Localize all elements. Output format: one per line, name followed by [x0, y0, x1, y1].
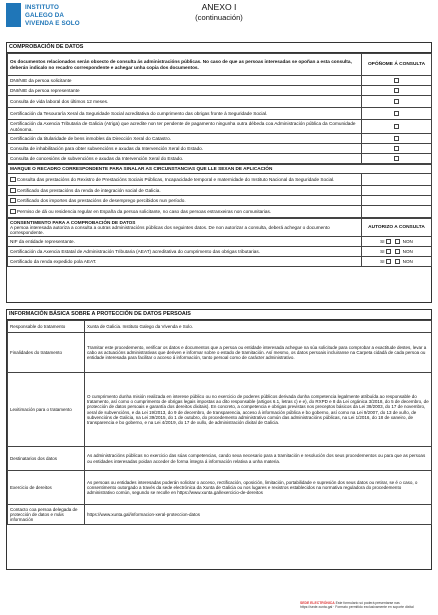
consent-row-label: Certificación da Axencia Estatal de Administración Tributaria (AEAT) acreditativa do cumprimento das obrigas tributarias.	[8, 247, 362, 257]
consent-row-label: NIF da entidade representante.	[8, 237, 362, 247]
data-protection-section	[6, 309, 432, 570]
yes-label: SI	[380, 248, 385, 254]
authorize-header: AUTORIZO A CONSULTA	[362, 219, 432, 237]
yes-checkbox[interactable]	[386, 239, 392, 245]
dp-label: Lexitimación para o tratamento	[8, 373, 85, 447]
circumstance-checkbox[interactable]	[10, 209, 16, 215]
verification-table	[7, 53, 432, 164]
verification-row-label: DNI/NIE da persoa representante	[8, 86, 362, 96]
yes-checkbox[interactable]	[386, 249, 392, 255]
verification-row-label: Consulta de concesións de subvencións e axudas da Intervención Xeral do Estado.	[8, 154, 362, 164]
header	[6, 3, 432, 43]
oppose-checkbox[interactable]	[394, 156, 400, 162]
consent-title: CONSENTIMENTO PARA A COMPROBACIÓN DE DATOS	[10, 219, 136, 225]
verification-row-label: Certificación da titularidade de bens inmobles da Dirección Xeral do Catastro.	[8, 134, 362, 144]
no-label: NON	[402, 238, 413, 244]
dp-label: Destinatarios dos datos	[8, 447, 85, 471]
no-checkbox[interactable]	[395, 259, 401, 265]
circumstance-checkbox[interactable]	[10, 188, 16, 194]
dp-label: Exercicio de dereitos	[8, 471, 85, 505]
consent-intro	[8, 219, 362, 237]
dp-text: As administracións públicas no exercicio das súas competencias, cando sexa necesario para a tramitación e resolución dos seus procedementos ou para que as persoas ou entidades interesadas poidan acceder de forma íntegra á información relativa a unha materia.	[85, 447, 432, 471]
consent-row-label: Certificado da renda expedido pola AEAT.	[8, 257, 362, 267]
yes-label: SI	[380, 238, 385, 244]
consent-table	[7, 218, 432, 267]
data-protection-title: INFORMACIÓN BÁSICA SOBRE A PROTECCIÓN DE DATOS PERSOAIS	[7, 310, 431, 320]
circumstances-table	[7, 164, 432, 218]
verification-title: COMPROBACIÓN DE DATOS	[7, 43, 431, 53]
no-label: NON	[402, 248, 413, 254]
oppose-checkbox[interactable]	[394, 124, 400, 130]
oppose-header: OPÓÑOME Á CONSULTA	[362, 54, 432, 76]
oppose-checkbox[interactable]	[394, 88, 400, 94]
dp-label: Contacto coa persoa delegada de protección de datos e máis información	[8, 505, 85, 525]
dp-label: Finalidades do tratamento	[8, 333, 85, 373]
dp-text: Tramitar este procedemento, verificar os datos e documentos que a persoa ou entidade interesada achegue na súa solicitude para comprobar a exactitude destes, levar a cabo as actuacións administrativas que deriven e informar sobre o estado de tramitación. Así mesmo, os datos persoais incluiranse na Carpeta cidadá de cada persoa ou entidade interesada para facilitar o acceso á información, tanto persoal como de carácter administrativo.	[85, 333, 432, 373]
verification-row-label: DNI/NIE da persoa solicitante	[8, 76, 362, 86]
verification-row-label: Consulta de vida laboral dos últimos 12 meses.	[8, 96, 362, 108]
sede-electronica-label: SEDE ELECTRÓNICA	[300, 601, 335, 605]
dp-link[interactable]: https://www.xunta.gal/informacion-xeral-proteccion-datos	[85, 505, 432, 525]
circumstance-label: Certificado das prestacións da renda de integración social de Galicia.	[16, 187, 161, 193]
annex-title: ANEXO I	[201, 2, 237, 12]
verification-row-label: Certificación da Tesouraría Xeral da Seguridade Social acreditativa do cumprimento das obrigas fronte á Seguridade Social.	[8, 108, 362, 120]
logo-line-1: INSTITUTO	[25, 4, 60, 11]
xunta-logo-icon	[6, 3, 21, 27]
circumstance-row	[8, 174, 362, 186]
yes-label: SI	[380, 258, 385, 264]
no-label: NON	[402, 258, 413, 264]
no-checkbox[interactable]	[395, 249, 401, 255]
verification-row-label: Consulta de inhabilitación para obter subvencións e axudas da Intervención Xeral do Estado.	[8, 144, 362, 154]
oppose-checkbox[interactable]	[394, 99, 400, 105]
circumstance-label: Certificado dos importes das prestacións de desemprego percibidos nun período.	[16, 197, 186, 203]
logo-line-3: VIVENDA E SOLO	[25, 19, 80, 27]
annex-subtitle: (continuación)	[195, 13, 243, 22]
circumstance-label: Permiso de dá ou residencia regular en España da persoa solicitante, no caso das persoas estranxeiras non comunitarias.	[16, 208, 272, 214]
verification-section	[6, 42, 432, 303]
footer	[300, 601, 432, 609]
oppose-checkbox[interactable]	[394, 146, 400, 152]
circumstance-row	[8, 196, 362, 206]
dp-text: As persoas ou entidades interesadas poderán solicitar o acceso, rectificación, oposición, limitación, portabilidade e supresión dos seus datos ou retirar, se é o caso, o consentimento outorgado a través da sede electrónica da Xunta de Galicia ou nos lugares e rexistros establecidos na normativa reguladora do procedemento administrativo común, segundo se recolle en https://www.xunta.gal/exercicio-de-dereitos	[85, 471, 432, 505]
institute-logo-text	[25, 4, 80, 27]
circumstance-label: Consulta das prestacións do Rexistro de Prestacións Sociais Públicas, Incapacidade temporal e maternidade do Instituto Nacional da Seguridade Social.	[16, 176, 335, 182]
dp-text: O cumprimento dunha misión realizada en interese público ou no exercicio de poderes públicos derivada dunha competencia legalmente atribuída ao responsable do tratamento, así como o cumprimento de obrigas legais impostas ao dito responsable (artigos 6.1, letras c) e e), do RXPD e 8 da Lei orgánica 3/2018, do 5 de decembro, de protección de datos persoais e garantía dos dereitos dixitais). En concreto, a competencia e obrigas previstas nos preceptos básicos da Lei 38/2003, do 17 de novembro, xeral de subvencións, e da Lei 19/2013, do 9 de decembro, de transparencia, acceso á información pública e bo goberno, así como na Lei 9/2007, do 13 de xuño, de subvencións de Galicia, na Lei 39/2015, do 1 de outubro, do procedemento administrativo común das administracións públicas, na Lei 1/2016, do 18 de xaneiro, de transparencia e bo goberno, e na Lei 4/2019, do 17 de xullo, de administración dixital de Galicia.	[85, 373, 432, 447]
circumstance-row	[8, 206, 362, 218]
no-checkbox[interactable]	[395, 239, 401, 245]
circumstance-checkbox[interactable]	[10, 198, 16, 204]
consent-text: A persoa interesada autoriza a consulta a outras administracións públicas dos seguintes datos. De non autorizar a consulta, deberá achegar o documento correspondente.	[10, 224, 330, 236]
verification-row-label: Certificación da Axencia Tributaria de Galicia (Atriga) que acredite non ter pendente de pagamento ningunha outra débeda coa Administración pública da Comunidade Autónoma.	[8, 120, 362, 134]
circumstances-title: MARQUE O RECADRO CORRESPONDENTE PARA SINALAR AS CIRCUNSTANCIAS QUE LLE SEXAN DE APLICACIÓN	[8, 165, 432, 174]
circumstance-checkbox[interactable]	[10, 177, 16, 183]
yes-checkbox[interactable]	[386, 259, 392, 265]
data-protection-table	[7, 320, 432, 525]
footer-note: Este formulario só poderá presentarse nas https://sede.xunta.gal · Formato permitido exclusivamente en soporte dixital	[300, 601, 414, 609]
oppose-checkbox[interactable]	[394, 111, 400, 117]
logo-line-2: GALEGO DA	[25, 11, 65, 19]
oppose-checkbox[interactable]	[394, 78, 400, 84]
verification-intro: Os documentos relacionados serán obxecto de consulta ás administracións públicas. No caso de que as persoas interesadas se opoñan a esta consulta, deberán indicalo no recadro correspondente e achegar unha copia dos documentos.	[8, 54, 362, 76]
oppose-checkbox[interactable]	[394, 136, 400, 142]
dp-text: Xunta de Galicia. Instituto Galego da Vivenda e Solo.	[85, 321, 432, 333]
dp-label: Responsable do tratamento	[8, 321, 85, 333]
circumstance-row	[8, 186, 362, 196]
